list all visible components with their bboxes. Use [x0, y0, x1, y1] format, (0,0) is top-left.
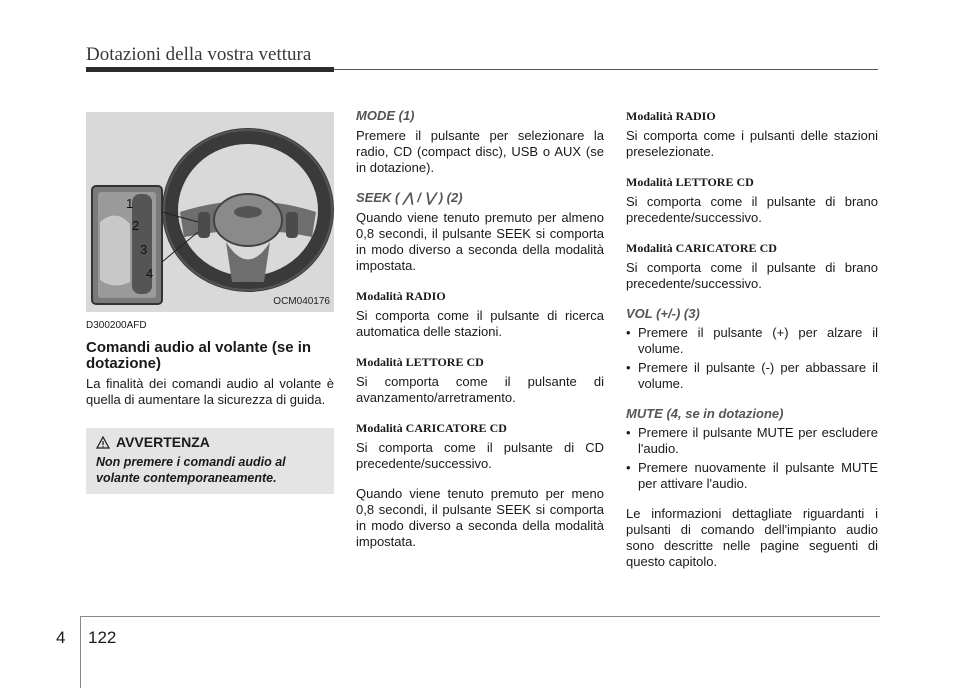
- intro-text: La finalità dei comandi audio al volante è quella di aumentare la sicurezza di guida.: [86, 376, 334, 407]
- radio-mode-text-2: Si comporta come i pulsanti delle stazioni preselezionate.: [626, 128, 878, 159]
- callout-3: 3: [140, 242, 148, 257]
- vol-heading: VOL (+/-) (3): [626, 306, 700, 321]
- left-column: [86, 112, 334, 494]
- changer-mode-heading: Modalità CARICATORE CD: [356, 421, 507, 435]
- callout-4: 4: [146, 266, 154, 281]
- right-column: [626, 108, 878, 570]
- radio-mode-heading: Modalità RADIO: [356, 289, 446, 303]
- page-number: 122: [88, 628, 117, 647]
- chapter-number: 4: [56, 628, 66, 647]
- radio-mode-text: Si comporta come il pulsante di ricerca automatica delle stazioni.: [356, 308, 604, 339]
- callout-1: 1: [126, 196, 134, 211]
- mode-text: Premere il pulsante per selezionare la radio, CD (compact disc), USB o AUX (se in dotazione).: [356, 128, 604, 175]
- header-rule: [334, 69, 878, 70]
- cd-mode-text: Si comporta come il pulsante di avanzamento/arretramento.: [356, 374, 604, 405]
- list-item: • Premere il pulsante MUTE per escludere l'audio.: [626, 425, 878, 457]
- list-item: • Premere il pulsante (-) per abbassare il volume.: [626, 360, 878, 392]
- footer-rule: [80, 616, 880, 617]
- warning-header: [96, 434, 326, 450]
- mode-heading: MODE (1): [356, 108, 415, 123]
- changer-mode-heading-2: Modalità CARICATORE CD: [626, 241, 777, 255]
- footer-separator: [80, 616, 81, 688]
- doc-code: D300200AFD: [86, 320, 147, 331]
- figure-code: OCM040176: [273, 296, 330, 307]
- steering-wheel-figure: [86, 112, 334, 312]
- cd-mode-heading: Modalità LETTORE CD: [356, 355, 484, 369]
- warning-box: [86, 428, 334, 494]
- list-item: • Premere il pulsante (+) per alzare il volume.: [626, 325, 878, 357]
- callout-2: 2: [132, 218, 140, 233]
- changer-mode-text: Si comporta come il pulsante di CD precedente/successivo.: [356, 440, 604, 471]
- seek-text: Quando viene tenuto premuto per almeno 0,8 secondi, il pulsante SEEK si comporta in modo diverso a seconda della modalità impostata.: [356, 210, 604, 273]
- closing-text: Le informazioni dettagliate riguardanti i pulsanti di comando dell'impianto audio sono descritte nelle pagine seguenti di questo capitolo.: [626, 506, 878, 569]
- warning-triangle-icon: [96, 436, 110, 449]
- mute-heading: MUTE (4, se in dotazione): [626, 406, 784, 421]
- seek-heading: SEEK ( ⋀ / ⋁ ) (2): [356, 190, 463, 205]
- cd-mode-heading-2: Modalità LETTORE CD: [626, 175, 754, 189]
- changer-mode-text-2: Si comporta come il pulsante di brano precedente/successivo.: [626, 260, 878, 291]
- warning-text: Non premere i comandi audio al volante contemporaneamente.: [96, 455, 286, 485]
- header-bar: [86, 67, 334, 72]
- section-title: Comandi audio al volante (se in dotazione): [86, 339, 312, 372]
- middle-column: [356, 108, 604, 550]
- warning-title: AVVERTENZA: [116, 434, 210, 450]
- steering-wheel-illustration: [86, 112, 334, 312]
- list-item: • Premere nuovamente il pulsante MUTE per attivare l'audio.: [626, 460, 878, 492]
- cd-mode-text-2: Si comporta come il pulsante di brano precedente/successivo.: [626, 194, 878, 225]
- hold-text: Quando viene tenuto premuto per meno 0,8 secondi, il pulsante SEEK si comporta in modo diverso a seconda della modalità impostata.: [356, 486, 604, 549]
- header-title: Dotazioni della vostra vettura: [86, 44, 312, 65]
- radio-mode-heading-2: Modalità RADIO: [626, 109, 716, 123]
